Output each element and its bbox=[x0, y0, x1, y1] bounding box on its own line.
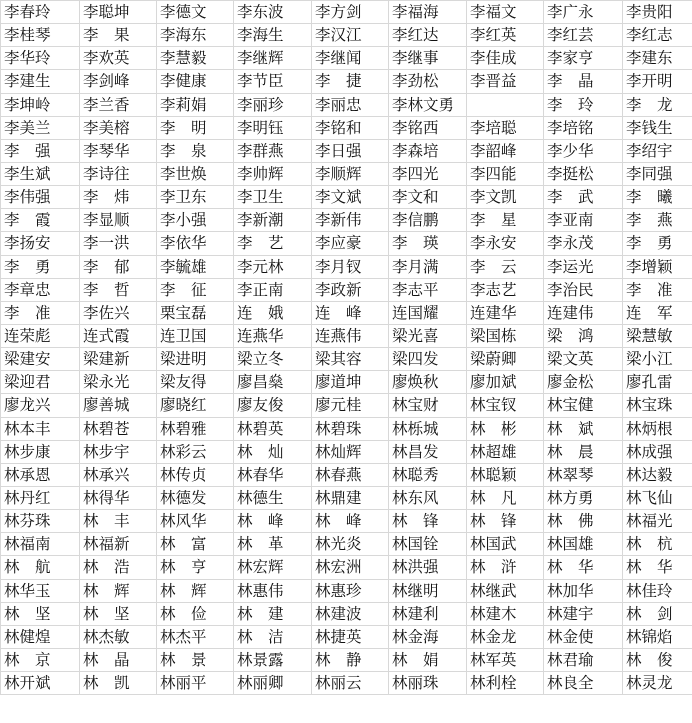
name-cell[interactable]: 林 娟 bbox=[389, 649, 467, 672]
name-cell[interactable]: 廖孔雷 bbox=[623, 371, 692, 394]
name-cell[interactable]: 李慧毅 bbox=[157, 47, 234, 70]
name-cell[interactable]: 连 军 bbox=[623, 302, 692, 325]
name-cell[interactable]: 林灿辉 bbox=[312, 441, 389, 464]
name-cell[interactable]: 李佐兴 bbox=[80, 302, 157, 325]
name-cell[interactable]: 廖焕秋 bbox=[389, 371, 467, 394]
name-cell[interactable]: 李文和 bbox=[389, 186, 467, 209]
name-cell[interactable]: 李剑峰 bbox=[80, 70, 157, 93]
name-cell[interactable]: 李日强 bbox=[312, 140, 389, 163]
name-cell[interactable]: 林 晶 bbox=[80, 649, 157, 672]
name-cell[interactable]: 林 斌 bbox=[544, 418, 623, 441]
name-cell[interactable]: 李 捷 bbox=[312, 70, 389, 93]
name-cell[interactable]: 林昌发 bbox=[389, 441, 467, 464]
name-cell[interactable]: 李新潮 bbox=[234, 209, 312, 232]
name-cell[interactable]: 李亚南 bbox=[544, 209, 623, 232]
name-cell[interactable]: 林承兴 bbox=[80, 464, 157, 487]
name-cell[interactable]: 梁迎君 bbox=[1, 371, 80, 394]
name-cell[interactable]: 李培聪 bbox=[467, 117, 544, 140]
name-cell[interactable]: 林飞仙 bbox=[623, 487, 692, 510]
name-cell[interactable]: 林 航 bbox=[1, 556, 80, 579]
name-cell[interactable]: 李月钗 bbox=[312, 256, 389, 279]
name-cell[interactable]: 李开明 bbox=[623, 70, 692, 93]
name-cell[interactable]: 林 凡 bbox=[467, 487, 544, 510]
name-cell[interactable]: 林步康 bbox=[1, 441, 80, 464]
name-cell[interactable]: 林宝健 bbox=[544, 394, 623, 417]
name-cell[interactable]: 林丽珠 bbox=[389, 672, 467, 695]
name-cell[interactable]: 林 凯 bbox=[80, 672, 157, 695]
name-cell[interactable]: 林超雄 bbox=[467, 441, 544, 464]
name-cell[interactable]: 李佳成 bbox=[467, 47, 544, 70]
name-cell[interactable]: 李 炜 bbox=[80, 186, 157, 209]
name-cell[interactable]: 李琴华 bbox=[80, 140, 157, 163]
name-cell[interactable]: 林丹红 bbox=[1, 487, 80, 510]
name-cell[interactable]: 林 峰 bbox=[312, 510, 389, 533]
name-cell[interactable]: 李 云 bbox=[467, 256, 544, 279]
name-cell[interactable]: 林 锋 bbox=[389, 510, 467, 533]
name-cell[interactable]: 李节臣 bbox=[234, 70, 312, 93]
name-cell[interactable]: 林春燕 bbox=[312, 464, 389, 487]
name-cell[interactable]: 廖金松 bbox=[544, 371, 623, 394]
name-cell[interactable]: 林本丰 bbox=[1, 418, 80, 441]
name-cell[interactable]: 林 佛 bbox=[544, 510, 623, 533]
name-cell[interactable]: 廖道坤 bbox=[312, 371, 389, 394]
name-cell[interactable]: 林步宇 bbox=[80, 441, 157, 464]
name-cell[interactable]: 李扬安 bbox=[1, 232, 80, 255]
name-cell[interactable]: 林 灿 bbox=[234, 441, 312, 464]
name-cell[interactable]: 李运光 bbox=[544, 256, 623, 279]
name-cell[interactable]: 林建利 bbox=[389, 603, 467, 626]
name-cell[interactable]: 林国武 bbox=[467, 533, 544, 556]
name-cell[interactable]: 连卫国 bbox=[157, 325, 234, 348]
name-cell[interactable]: 李汉江 bbox=[312, 24, 389, 47]
name-cell[interactable]: 林开斌 bbox=[1, 672, 80, 695]
name-cell[interactable]: 梁国栋 bbox=[467, 325, 544, 348]
name-cell[interactable]: 李 郁 bbox=[80, 256, 157, 279]
name-cell[interactable]: 李坤岭 bbox=[1, 94, 80, 117]
name-cell[interactable]: 李 武 bbox=[544, 186, 623, 209]
name-cell[interactable]: 林碧珠 bbox=[312, 418, 389, 441]
name-cell[interactable]: 林建波 bbox=[312, 603, 389, 626]
name-cell[interactable]: 李 曦 bbox=[623, 186, 692, 209]
name-cell[interactable]: 李 果 bbox=[80, 24, 157, 47]
name-cell[interactable]: 林 华 bbox=[623, 556, 692, 579]
name-cell[interactable]: 林丽卿 bbox=[234, 672, 312, 695]
name-cell[interactable]: 李继辉 bbox=[234, 47, 312, 70]
name-cell[interactable]: 李群燕 bbox=[234, 140, 312, 163]
name-cell[interactable]: 林翠琴 bbox=[544, 464, 623, 487]
name-cell[interactable]: 廖善城 bbox=[80, 394, 157, 417]
name-cell[interactable]: 林国雄 bbox=[544, 533, 623, 556]
name-cell[interactable]: 林 革 bbox=[234, 533, 312, 556]
name-cell[interactable]: 李卫生 bbox=[234, 186, 312, 209]
name-cell[interactable]: 李红芸 bbox=[544, 24, 623, 47]
name-cell[interactable]: 林锦焰 bbox=[623, 626, 692, 649]
name-cell[interactable]: 李 准 bbox=[623, 279, 692, 302]
name-cell[interactable]: 李森培 bbox=[389, 140, 467, 163]
name-cell[interactable]: 李红达 bbox=[389, 24, 467, 47]
name-cell[interactable]: 廖加斌 bbox=[467, 371, 544, 394]
name-cell[interactable]: 林宏洲 bbox=[312, 556, 389, 579]
name-cell[interactable]: 林 华 bbox=[544, 556, 623, 579]
name-cell[interactable]: 林 洁 bbox=[234, 626, 312, 649]
name-cell[interactable]: 李德文 bbox=[157, 1, 234, 24]
name-cell[interactable]: 李韶峰 bbox=[467, 140, 544, 163]
name-cell[interactable]: 李 勇 bbox=[1, 256, 80, 279]
name-cell[interactable]: 林 杭 bbox=[623, 533, 692, 556]
name-cell[interactable]: 李丽忠 bbox=[312, 94, 389, 117]
name-cell[interactable]: 李 勇 bbox=[623, 232, 692, 255]
name-cell[interactable]: 李四能 bbox=[467, 163, 544, 186]
name-cell[interactable]: 林福南 bbox=[1, 533, 80, 556]
name-cell[interactable]: 李桂琴 bbox=[1, 24, 80, 47]
name-cell[interactable]: 廖龙兴 bbox=[1, 394, 80, 417]
name-cell[interactable]: 林 彬 bbox=[467, 418, 544, 441]
name-cell[interactable]: 李同强 bbox=[623, 163, 692, 186]
name-cell[interactable]: 李 玲 bbox=[544, 94, 623, 117]
name-cell[interactable]: 李 龙 bbox=[623, 94, 692, 117]
name-cell[interactable]: 梁友得 bbox=[157, 371, 234, 394]
name-cell[interactable]: 李文凯 bbox=[467, 186, 544, 209]
name-cell[interactable]: 林健煌 bbox=[1, 626, 80, 649]
name-cell[interactable]: 李治民 bbox=[544, 279, 623, 302]
name-cell[interactable]: 李 哲 bbox=[80, 279, 157, 302]
name-cell[interactable]: 李家亨 bbox=[544, 47, 623, 70]
name-cell[interactable]: 林宝财 bbox=[389, 394, 467, 417]
name-cell[interactable]: 李 晶 bbox=[544, 70, 623, 93]
name-cell[interactable]: 梁蔚卿 bbox=[467, 348, 544, 371]
name-cell[interactable]: 李伟强 bbox=[1, 186, 80, 209]
name-cell[interactable]: 林 峰 bbox=[234, 510, 312, 533]
name-cell[interactable]: 李华玲 bbox=[1, 47, 80, 70]
name-cell[interactable]: 连 娥 bbox=[234, 302, 312, 325]
name-cell[interactable]: 林 坚 bbox=[1, 603, 80, 626]
name-cell[interactable]: 林达毅 bbox=[623, 464, 692, 487]
name-cell[interactable]: 林君瑜 bbox=[544, 649, 623, 672]
name-cell[interactable]: 林 辉 bbox=[80, 580, 157, 603]
name-cell[interactable]: 林金使 bbox=[544, 626, 623, 649]
name-cell[interactable]: 连建华 bbox=[467, 302, 544, 325]
name-cell[interactable]: 林 剑 bbox=[623, 603, 692, 626]
name-cell[interactable]: 李丽珍 bbox=[234, 94, 312, 117]
name-cell[interactable]: 梁立冬 bbox=[234, 348, 312, 371]
name-cell[interactable]: 林 浩 bbox=[80, 556, 157, 579]
name-cell[interactable]: 李显顺 bbox=[80, 209, 157, 232]
name-cell[interactable]: 林宏辉 bbox=[234, 556, 312, 579]
name-cell[interactable]: 林福新 bbox=[80, 533, 157, 556]
name-cell[interactable]: 林加华 bbox=[544, 580, 623, 603]
name-cell[interactable]: 连建伟 bbox=[544, 302, 623, 325]
name-cell[interactable]: 林建木 bbox=[467, 603, 544, 626]
name-cell[interactable]: 李依华 bbox=[157, 232, 234, 255]
name-cell[interactable]: 廖晓红 bbox=[157, 394, 234, 417]
name-cell[interactable]: 李 燕 bbox=[623, 209, 692, 232]
name-cell[interactable]: 林 静 bbox=[312, 649, 389, 672]
name-cell[interactable]: 李 征 bbox=[157, 279, 234, 302]
name-cell[interactable]: 李铭西 bbox=[389, 117, 467, 140]
name-cell[interactable]: 李信鹏 bbox=[389, 209, 467, 232]
name-cell[interactable]: 李志艺 bbox=[467, 279, 544, 302]
name-cell[interactable]: 林灵龙 bbox=[623, 672, 692, 695]
name-cell[interactable]: 林承恩 bbox=[1, 464, 80, 487]
name-cell[interactable]: 林 丰 bbox=[80, 510, 157, 533]
name-cell[interactable]: 林继武 bbox=[467, 580, 544, 603]
name-cell[interactable]: 林建宇 bbox=[544, 603, 623, 626]
name-cell[interactable]: 李 强 bbox=[1, 140, 80, 163]
name-cell[interactable]: 林福光 bbox=[623, 510, 692, 533]
name-cell[interactable]: 李建东 bbox=[623, 47, 692, 70]
name-cell[interactable]: 林传贞 bbox=[157, 464, 234, 487]
name-cell[interactable]: 林金海 bbox=[389, 626, 467, 649]
name-cell[interactable]: 林 浒 bbox=[467, 556, 544, 579]
name-cell[interactable]: 李顺辉 bbox=[312, 163, 389, 186]
name-cell[interactable]: 李永茂 bbox=[544, 232, 623, 255]
name-cell[interactable]: 林景露 bbox=[234, 649, 312, 672]
name-cell[interactable]: 李贵阳 bbox=[623, 1, 692, 24]
name-cell[interactable]: 林成强 bbox=[623, 441, 692, 464]
name-cell[interactable]: 李 瑛 bbox=[389, 232, 467, 255]
name-cell[interactable]: 李 泉 bbox=[157, 140, 234, 163]
name-cell[interactable]: 李钱生 bbox=[623, 117, 692, 140]
name-cell[interactable]: 林碧苍 bbox=[80, 418, 157, 441]
name-cell[interactable]: 李兰香 bbox=[80, 94, 157, 117]
name-cell[interactable]: 林 富 bbox=[157, 533, 234, 556]
name-cell[interactable]: 林 俊 bbox=[623, 649, 692, 672]
name-cell[interactable]: 梁小江 bbox=[623, 348, 692, 371]
name-cell[interactable]: 李健康 bbox=[157, 70, 234, 93]
name-cell[interactable]: 李正南 bbox=[234, 279, 312, 302]
name-cell[interactable]: 李春玲 bbox=[1, 1, 80, 24]
name-cell[interactable]: 林 京 bbox=[1, 649, 80, 672]
name-cell[interactable]: 连燕华 bbox=[234, 325, 312, 348]
name-cell[interactable]: 李东波 bbox=[234, 1, 312, 24]
name-cell[interactable]: 廖昌燊 bbox=[234, 371, 312, 394]
name-cell[interactable]: 林捷英 bbox=[312, 626, 389, 649]
name-cell[interactable]: 连 峰 bbox=[312, 302, 389, 325]
name-cell[interactable]: 林利栓 bbox=[467, 672, 544, 695]
name-cell[interactable]: 李欢英 bbox=[80, 47, 157, 70]
name-cell[interactable]: 李红英 bbox=[467, 24, 544, 47]
name-cell[interactable]: 李铭和 bbox=[312, 117, 389, 140]
name-cell[interactable]: 李诗往 bbox=[80, 163, 157, 186]
name-cell[interactable]: 李建生 bbox=[1, 70, 80, 93]
name-cell[interactable]: 廖元桂 bbox=[312, 394, 389, 417]
name-cell[interactable]: 李毓雄 bbox=[157, 256, 234, 279]
name-cell[interactable]: 李少华 bbox=[544, 140, 623, 163]
name-cell[interactable]: 林碧雅 bbox=[157, 418, 234, 441]
name-cell[interactable]: 李 霞 bbox=[1, 209, 80, 232]
name-cell[interactable]: 林继明 bbox=[389, 580, 467, 603]
name-cell[interactable]: 李章忠 bbox=[1, 279, 80, 302]
name-cell[interactable]: 林丽平 bbox=[157, 672, 234, 695]
name-cell[interactable]: 林 晨 bbox=[544, 441, 623, 464]
name-cell[interactable]: 林光炎 bbox=[312, 533, 389, 556]
name-cell[interactable]: 李福文 bbox=[467, 1, 544, 24]
name-cell[interactable]: 李晋益 bbox=[467, 70, 544, 93]
name-cell[interactable]: 梁建安 bbox=[1, 348, 80, 371]
name-cell[interactable]: 李增颖 bbox=[623, 256, 692, 279]
name-cell[interactable]: 李文斌 bbox=[312, 186, 389, 209]
name-cell[interactable]: 林 坚 bbox=[80, 603, 157, 626]
name-cell[interactable]: 李明钰 bbox=[234, 117, 312, 140]
name-cell[interactable]: 李一洪 bbox=[80, 232, 157, 255]
name-cell[interactable]: 林杰平 bbox=[157, 626, 234, 649]
name-cell[interactable]: 李应豪 bbox=[312, 232, 389, 255]
name-cell[interactable]: 李小强 bbox=[157, 209, 234, 232]
name-cell[interactable] bbox=[467, 94, 544, 117]
name-cell[interactable]: 李 准 bbox=[1, 302, 80, 325]
name-cell[interactable]: 连式霞 bbox=[80, 325, 157, 348]
name-cell[interactable]: 梁永光 bbox=[80, 371, 157, 394]
name-cell[interactable]: 林 俭 bbox=[157, 603, 234, 626]
name-cell[interactable]: 李 明 bbox=[157, 117, 234, 140]
name-cell[interactable]: 林惠珍 bbox=[312, 580, 389, 603]
name-cell[interactable]: 连荣彪 bbox=[1, 325, 80, 348]
name-cell[interactable]: 林栎城 bbox=[389, 418, 467, 441]
name-cell[interactable]: 李方剑 bbox=[312, 1, 389, 24]
name-cell[interactable]: 李海生 bbox=[234, 24, 312, 47]
name-cell[interactable]: 林鼎建 bbox=[312, 487, 389, 510]
name-cell[interactable]: 李福海 bbox=[389, 1, 467, 24]
name-cell[interactable]: 林金龙 bbox=[467, 626, 544, 649]
name-cell[interactable]: 林军英 bbox=[467, 649, 544, 672]
name-cell[interactable]: 梁其容 bbox=[312, 348, 389, 371]
name-cell[interactable]: 李 星 bbox=[467, 209, 544, 232]
name-cell[interactable]: 林宝钗 bbox=[467, 394, 544, 417]
name-cell[interactable]: 连燕伟 bbox=[312, 325, 389, 348]
name-cell[interactable]: 李美兰 bbox=[1, 117, 80, 140]
name-cell[interactable]: 李聪坤 bbox=[80, 1, 157, 24]
name-cell[interactable]: 李元林 bbox=[234, 256, 312, 279]
name-cell[interactable]: 梁光喜 bbox=[389, 325, 467, 348]
name-cell[interactable]: 林彩云 bbox=[157, 441, 234, 464]
name-cell[interactable]: 梁建新 bbox=[80, 348, 157, 371]
name-cell[interactable]: 林德生 bbox=[234, 487, 312, 510]
name-cell[interactable]: 连国耀 bbox=[389, 302, 467, 325]
name-cell[interactable]: 李莉娟 bbox=[157, 94, 234, 117]
name-cell[interactable]: 林 亨 bbox=[157, 556, 234, 579]
name-cell[interactable]: 林丽云 bbox=[312, 672, 389, 695]
name-cell[interactable]: 栗宝磊 bbox=[157, 302, 234, 325]
name-cell[interactable]: 李继闻 bbox=[312, 47, 389, 70]
name-cell[interactable]: 林华玉 bbox=[1, 580, 80, 603]
name-cell[interactable]: 林良全 bbox=[544, 672, 623, 695]
name-cell[interactable]: 梁慧敏 bbox=[623, 325, 692, 348]
name-cell[interactable]: 李新伟 bbox=[312, 209, 389, 232]
name-cell[interactable]: 李挺松 bbox=[544, 163, 623, 186]
name-cell[interactable]: 梁进明 bbox=[157, 348, 234, 371]
name-cell[interactable]: 李志平 bbox=[389, 279, 467, 302]
name-cell[interactable]: 林 景 bbox=[157, 649, 234, 672]
name-cell[interactable]: 林春华 bbox=[234, 464, 312, 487]
name-cell[interactable]: 李广永 bbox=[544, 1, 623, 24]
name-cell[interactable]: 李劲松 bbox=[389, 70, 467, 93]
name-cell[interactable]: 林聪秀 bbox=[389, 464, 467, 487]
name-cell[interactable]: 李红志 bbox=[623, 24, 692, 47]
name-cell[interactable]: 李卫东 bbox=[157, 186, 234, 209]
name-cell[interactable]: 李绍宇 bbox=[623, 140, 692, 163]
name-cell[interactable]: 李培铭 bbox=[544, 117, 623, 140]
name-cell[interactable]: 林碧英 bbox=[234, 418, 312, 441]
name-cell[interactable]: 林佳玲 bbox=[623, 580, 692, 603]
name-cell[interactable]: 林德发 bbox=[157, 487, 234, 510]
name-cell[interactable]: 林国铨 bbox=[389, 533, 467, 556]
name-cell[interactable]: 梁 鸿 bbox=[544, 325, 623, 348]
name-cell[interactable]: 林洪强 bbox=[389, 556, 467, 579]
name-cell[interactable]: 林 辉 bbox=[157, 580, 234, 603]
name-cell[interactable]: 李世焕 bbox=[157, 163, 234, 186]
name-cell[interactable]: 梁文英 bbox=[544, 348, 623, 371]
name-cell[interactable]: 林惠伟 bbox=[234, 580, 312, 603]
name-cell[interactable]: 林东风 bbox=[389, 487, 467, 510]
name-cell[interactable]: 林 锋 bbox=[467, 510, 544, 533]
name-cell[interactable]: 李海东 bbox=[157, 24, 234, 47]
name-cell[interactable]: 李林文勇 bbox=[389, 94, 467, 117]
name-cell[interactable]: 梁四发 bbox=[389, 348, 467, 371]
name-cell[interactable]: 李美榕 bbox=[80, 117, 157, 140]
name-cell[interactable]: 林宝珠 bbox=[623, 394, 692, 417]
name-cell[interactable]: 林杰敏 bbox=[80, 626, 157, 649]
name-cell[interactable]: 李政新 bbox=[312, 279, 389, 302]
name-cell[interactable]: 李继事 bbox=[389, 47, 467, 70]
name-cell[interactable]: 林炳根 bbox=[623, 418, 692, 441]
name-cell[interactable]: 林 建 bbox=[234, 603, 312, 626]
name-cell[interactable]: 林风华 bbox=[157, 510, 234, 533]
name-cell[interactable]: 李帅辉 bbox=[234, 163, 312, 186]
name-cell[interactable]: 林芬珠 bbox=[1, 510, 80, 533]
name-cell[interactable]: 林得华 bbox=[80, 487, 157, 510]
name-cell[interactable]: 李永安 bbox=[467, 232, 544, 255]
name-cell[interactable]: 李月满 bbox=[389, 256, 467, 279]
name-cell[interactable]: 林聪颖 bbox=[467, 464, 544, 487]
name-cell[interactable]: 李 艺 bbox=[234, 232, 312, 255]
name-cell[interactable]: 李四光 bbox=[389, 163, 467, 186]
name-cell[interactable]: 林方勇 bbox=[544, 487, 623, 510]
name-cell[interactable]: 李生斌 bbox=[1, 163, 80, 186]
name-cell[interactable]: 廖友俊 bbox=[234, 394, 312, 417]
